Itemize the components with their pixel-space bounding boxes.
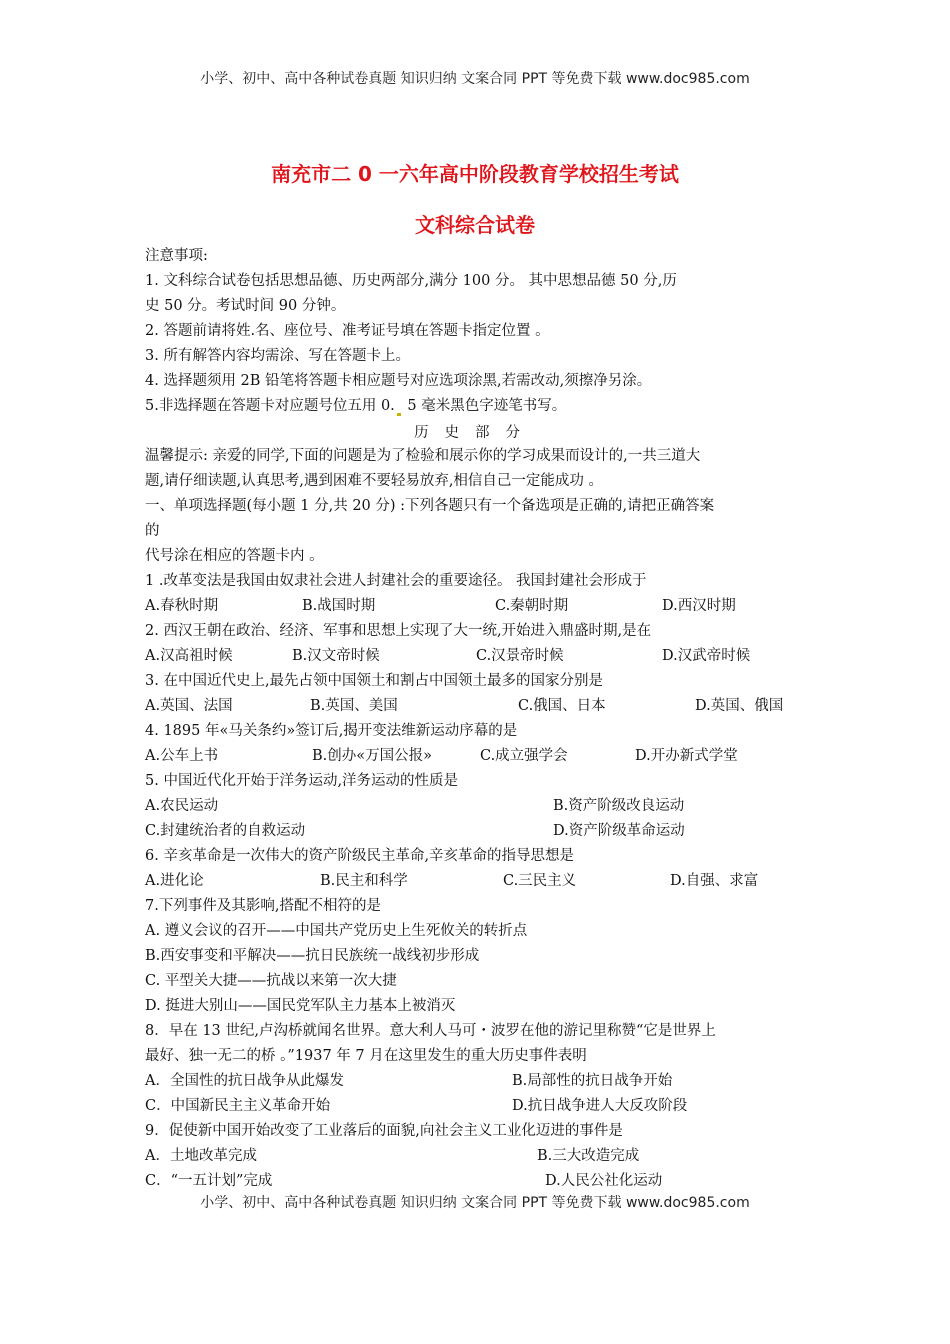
page-header: 小学、初中、高中各种试卷真题 知识归纳 文案合同 PPT 等免费下载 www.doc985.com	[200, 71, 750, 87]
part1-instructions-wrap: 的	[145, 523, 160, 539]
q1-option-b: B.战国时期	[302, 598, 376, 614]
note-3: 3. 所有解答内容均需涂、写在答题卡上。	[145, 348, 410, 364]
q4-option-d: D.开办新式学堂	[635, 748, 738, 764]
q6-option-d: D.自强、求富	[670, 873, 759, 889]
question-4-stem: 4. 1895 年«马关条约»签订后,揭开变法维新运动序幕的是	[145, 723, 518, 739]
q7-option-b: B.西安事变和平解决——抗日民族统一战线初步形成	[145, 948, 480, 964]
q2-option-c: C.汉景帝时候	[476, 648, 564, 664]
exam-subtitle: 文科综合试卷	[415, 213, 535, 237]
q5-option-b: B.资产阶级改良运动	[553, 798, 685, 814]
ink-mark	[397, 413, 401, 416]
question-9-stem: 9．促使新中国开始改变了工业落后的面貌,向社会主义工业化迈进的事件是	[145, 1123, 623, 1139]
page-footer: 小学、初中、高中各种试卷真题 知识归纳 文案合同 PPT 等免费下载 www.doc985.com	[200, 1195, 750, 1211]
q6-option-a: A.进化论	[145, 873, 204, 889]
q4-option-a: A.公车上书	[145, 748, 219, 764]
q2-option-d: D.汉武帝时候	[662, 648, 751, 664]
q8-option-b: B.局部性的抗日战争开始	[512, 1073, 673, 1089]
question-3-stem: 3. 在中国近代史上,最先占领中国领土和割占中国领土最多的国家分别是	[145, 673, 604, 689]
section-title: 历史部分	[414, 425, 536, 441]
q4-option-b: B.创办«万国公报»	[312, 748, 433, 764]
note-5-part-b: 5 毫米黑色字迹笔书写。	[402, 398, 567, 414]
q9-option-a: A．土地改革完成	[145, 1148, 257, 1164]
exam-title: 南充市二 0 一六年高中阶段教育学校招生考试	[271, 162, 679, 186]
question-5-stem: 5. 中国近代化开始于洋务运动,洋务运动的性质是	[145, 773, 459, 789]
q8-option-a: A．全国性的抗日战争从此爆发	[145, 1073, 344, 1089]
question-1-stem: 1 .改革变法是我国由奴隶社会进人封建社会的重要途径。 我国封建社会形成于	[145, 573, 647, 589]
note-2: 2. 答题前请将姓.名、座位号、准考证号填在答题卡指定位置 。	[145, 323, 550, 339]
q7-option-a: A. 遵义会议的召开——中国共产党历史上生死攸关的转折点	[145, 923, 528, 939]
q3-option-b: B.英国、美国	[310, 698, 398, 714]
note-5	[145, 396, 566, 416]
q1-option-a: A.春秋时期	[145, 598, 219, 614]
question-8-stem: 8．早在 13 世纪,卢沟桥就闻名世界。意大利人马可・波罗在他的游记里称赞“它是世界上	[145, 1023, 716, 1039]
note-1-cont: 史 50 分。考试时间 90 分钟。	[145, 298, 346, 314]
q9-option-b: B.三大改造完成	[537, 1148, 640, 1164]
question-2-stem: 2. 西汉王朝在政治、经济、军事和思想上实现了大一统,开始进入鼎盛时期,是在	[145, 623, 652, 639]
tip-line-2: 题,请仔细读题,认真思考,遇到困难不要轻易放弃,相信自己一定能成功 。	[145, 473, 604, 489]
q1-option-c: C.秦朝时期	[495, 598, 569, 614]
question-7-stem: 7.下列事件及其影响,搭配不相符的是	[145, 898, 381, 914]
q2-option-b: B.汉文帝时候	[292, 648, 380, 664]
question-6-stem: 6. 辛亥革命是一次伟大的资产阶级民主革命,辛亥革命的指导思想是	[145, 848, 575, 864]
q9-option-d: D.人民公社化运动	[545, 1173, 663, 1189]
q4-option-c: C.成立强学会	[480, 748, 568, 764]
q6-option-c: C.三民主义	[503, 873, 577, 889]
note-4: 4. 选择题须用 2B 铅笔将答题卡相应题号对应选项涂黑,若需改动,须擦净另涂。	[145, 373, 652, 389]
q1-option-d: D.西汉时期	[662, 598, 736, 614]
part1-instructions-cont: 代号涂在相应的答题卡内 。	[145, 548, 324, 564]
question-8-stem-cont: 最好、独一无二的桥 。”1937 年 7 月在这里发生的重大历史事件表明	[145, 1048, 587, 1064]
q3-option-a: A.英国、法国	[145, 698, 233, 714]
q3-option-d: D.英国、俄国	[695, 698, 784, 714]
q7-option-c: C. 平型关大捷——抗战以来第一次大捷	[145, 973, 397, 989]
q8-option-d: D.抗日战争进人大反攻阶段	[512, 1098, 688, 1114]
q6-option-b: B.民主和科学	[320, 873, 408, 889]
tip-line-1: 温馨提示: 亲爱的同学,下面的问题是为了检验和展示你的学习成果而设计的,一共三道大	[145, 448, 701, 464]
note-5-part-a: 5.非选择题在答题卡对应题号位五用 0.	[145, 398, 395, 414]
note-1: 1. 文科综合试卷包括思想品德、历史两部分,满分 100 分。 其中思想品德 50 分,历	[145, 273, 677, 289]
q8-option-c: C．中国新民主主义革命开始	[145, 1098, 331, 1114]
part1-instructions: 一、单项选择题(每小题 1 分,共 20 分) :下列各题只有一个备选项是正确的,请把正确答案	[145, 498, 715, 514]
notes-heading: 注意事项:	[145, 248, 208, 264]
q7-option-d: D. 挺进大别山——国民党军队主力基本上被消灭	[145, 998, 456, 1014]
q5-option-a: A.农民运动	[145, 798, 219, 814]
q3-option-c: C.俄国、日本	[518, 698, 606, 714]
q9-option-c: C．“一五计划”完成	[145, 1173, 273, 1189]
q5-option-c: C.封建统治者的自救运动	[145, 823, 306, 839]
q2-option-a: A.汉高祖时候	[145, 648, 233, 664]
q5-option-d: D.资产阶级革命运动	[553, 823, 685, 839]
